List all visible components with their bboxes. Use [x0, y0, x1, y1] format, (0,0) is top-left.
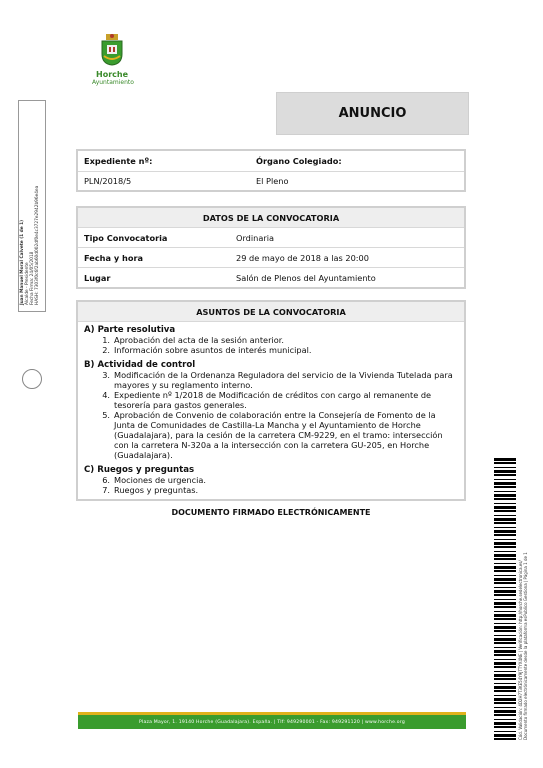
table-header-row — [78, 208, 464, 227]
table-header-row — [78, 302, 464, 321]
expediente-table — [76, 149, 466, 192]
list-item — [84, 485, 458, 495]
table-row — [78, 321, 464, 499]
stamp-text — [20, 105, 40, 305]
footer-bar: Plaza Mayor, 1. 19140 Horche (Guadalajara). España. | Tlf: 949290001 - Fax: 949291120 | www.horche.org — [78, 712, 466, 729]
item-number: 2. — [102, 345, 110, 355]
row-value: Ordinaria — [236, 232, 275, 243]
signed-note: DOCUMENTO FIRMADO ELECTRÓNICAMENTE — [171, 508, 371, 517]
item-number: 3. — [102, 370, 110, 380]
stamp-line: HASH: 7303f0c6f2ab60d002df0e4c3727e2942b96e4ea — [35, 185, 40, 305]
row-label: Fecha y hora — [84, 252, 144, 263]
list-item — [84, 345, 458, 355]
item-number: 5. — [102, 410, 110, 420]
logo-subtitle: Ayuntamiento — [92, 79, 134, 86]
table-row — [78, 151, 464, 171]
signature-stamp — [18, 100, 46, 312]
verification-text — [518, 440, 528, 740]
table-row — [78, 267, 464, 287]
datos-header: DATOS DE LA CONVOCATORIA — [78, 208, 464, 227]
table-row — [78, 227, 464, 247]
list-item — [84, 335, 458, 345]
seal-icon — [22, 369, 42, 389]
row-value: Salón de Plenos del Ayuntamiento — [236, 272, 376, 283]
town-logo — [92, 34, 134, 86]
item-text: Mociones de urgencia. — [114, 475, 207, 485]
stamp-line: Juan Manuel Moral Calvete (1 de 1) — [20, 219, 25, 305]
item-number: 1. — [102, 335, 110, 345]
item-number: 6. — [102, 475, 110, 485]
row-label: Lugar — [84, 272, 111, 283]
section-title: C) Ruegos y preguntas — [84, 465, 195, 475]
section-title: B) Actividad de control — [84, 360, 196, 370]
verification-line: Cód. Validación: 4D2H7T3KE54Y9JTTYX4NE | Verificación: http://horche.sedelectronica.es/ — [518, 560, 523, 740]
item-number: 4. — [102, 390, 110, 400]
item-text: Información sobre asuntos de interés municipal. — [114, 345, 312, 355]
item-text: Aprobación de Convenio de colaboración entre la Consejería de Fomento de la Junta de Comunidades de Castilla-La Mancha y el Ayuntamiento de Horche (Guadalajara), para la cesión de la carretera CM-9229, en el tramo: intersección con la carretera N-320a a la intersección con la carretera GU-205, en Horche (Guadalajara). — [114, 410, 443, 460]
item-number: 7. — [102, 485, 110, 495]
list-item — [84, 410, 458, 460]
table-row — [78, 247, 464, 267]
coat-of-arms-icon — [99, 34, 125, 66]
asuntos-table — [76, 300, 466, 501]
row-value: 29 de mayo de 2018 a las 20:00 — [236, 252, 369, 263]
organo-header: Órgano Colegiado: — [256, 156, 342, 166]
item-text: Expediente nº 1/2018 de Modificación de créditos con cargo al remanente de tesorería para gastos generales. — [114, 390, 432, 410]
list-item — [84, 390, 458, 410]
expediente-header: Expediente nº: — [84, 156, 153, 166]
row-label: Tipo Convocatoria — [84, 232, 168, 243]
section-title: A) Parte resolutiva — [84, 325, 176, 335]
item-text: Aprobación del acta de la sesión anterior. — [114, 335, 284, 345]
asuntos-header: ASUNTOS DE LA CONVOCATORIA — [78, 302, 464, 321]
asuntos-body — [78, 322, 464, 499]
item-text: Modificación de la Ordenanza Reguladora del servicio de la Vivienda Tutelada para mayores y su reglamento interno. — [114, 370, 453, 390]
datos-convocatoria-table — [76, 206, 466, 289]
stamp-line: Alcalde - Presidente — [25, 262, 30, 305]
list-item — [84, 475, 458, 485]
item-text: Ruegos y preguntas. — [114, 485, 199, 495]
list-item — [84, 370, 458, 390]
expediente-value: PLN/2018/5 — [84, 176, 132, 186]
organo-value: El Pleno — [256, 176, 289, 186]
barcode-icon — [494, 458, 516, 740]
document-title: ANUNCIO — [276, 92, 469, 135]
stamp-line: Fecha Firma: 24/05/2018 — [30, 251, 35, 305]
verification-line: Documento firmado electrónicamente desde la plataforma esPublico Gestiona | Página 1 de 1 — [523, 552, 528, 740]
logo-town-name: Horche — [96, 70, 128, 79]
table-row — [78, 171, 464, 190]
